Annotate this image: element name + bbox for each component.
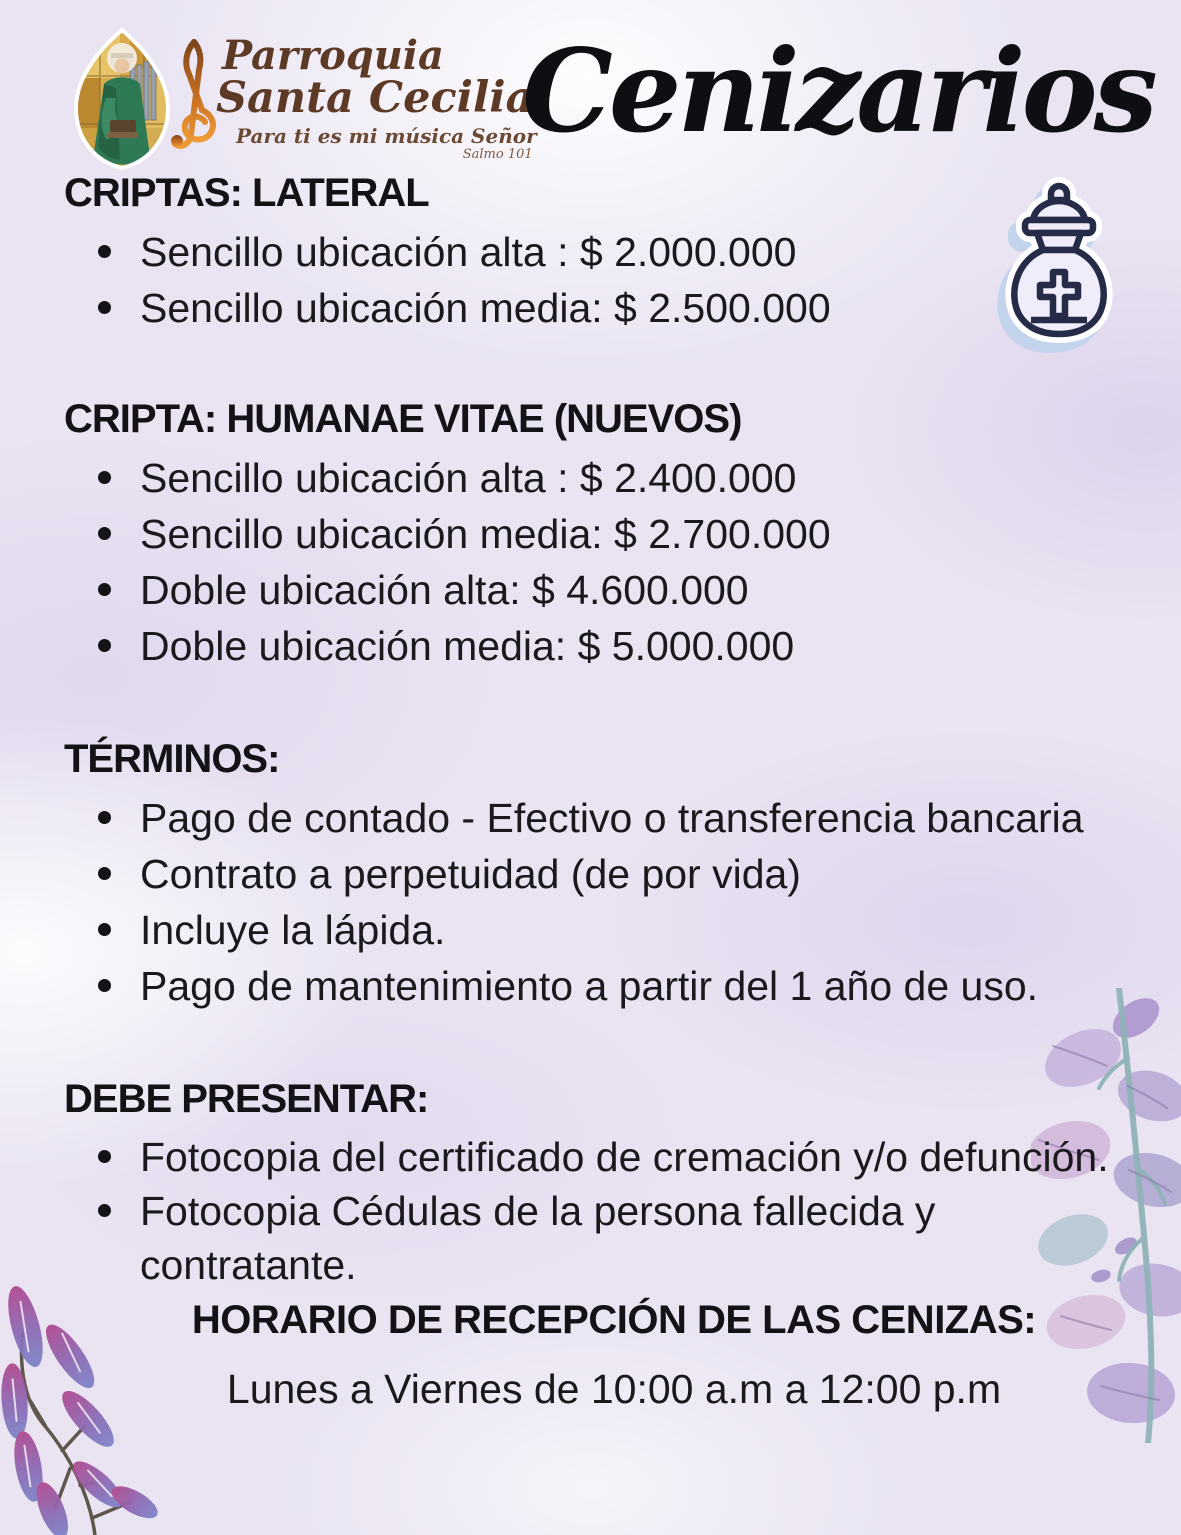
stained-glass-santa-cecilia-icon (70, 28, 174, 170)
content (64, 171, 1164, 1412)
schedule-text: Lunes a Viernes de 10:00 a.m a 12:00 p.m (226, 1366, 1002, 1412)
parish-psalm: Salmo 101 (462, 147, 533, 162)
bullet-dot (98, 1150, 111, 1163)
list-item-text: Incluye la lápida. (140, 907, 446, 953)
list-item (64, 506, 1164, 562)
list-item (64, 846, 1164, 902)
price-list (64, 450, 1164, 674)
list-item (64, 790, 1140, 846)
requirements-list (64, 1130, 1164, 1292)
list-item (64, 1130, 1140, 1184)
treble-clef-icon (164, 36, 222, 158)
price-list (64, 224, 1164, 336)
bullet-dot (98, 1204, 111, 1217)
bullet-dot (98, 811, 111, 824)
terms-list (64, 790, 1164, 1014)
section-criptas-lateral (64, 171, 1164, 336)
bullet-dot (98, 583, 111, 596)
parish-name-line2: Santa Cecilia (216, 73, 534, 123)
list-item-text: Doble ubicación alta: $ 4.600.000 (140, 567, 749, 613)
list-item (64, 902, 1164, 958)
bullet-dot (98, 867, 111, 880)
bullet-dot (98, 527, 111, 540)
list-item-text: Sencillo ubicación media: $ 2.700.000 (140, 511, 831, 557)
bullet-dot (98, 923, 111, 936)
list-item-text: Pago de mantenimiento a partir del 1 año de uso. (140, 963, 1039, 1009)
list-item (64, 958, 1164, 1014)
list-item-text: Contrato a perpetuidad (de por vida) (140, 851, 801, 897)
list-item-text: Fotocopia del certificado de cremación y/o defunción. (140, 1134, 1109, 1180)
section-heading: TÉRMINOS: (64, 737, 280, 781)
section-terminos (64, 737, 1164, 1014)
list-item-text: Pago de contado - Efectivo o transferencia bancaria (140, 795, 1084, 841)
section-heading: CRIPTA: HUMANAE VITAE (NUEVOS) (64, 397, 742, 441)
list-item (64, 280, 1164, 336)
bullet-dot (98, 979, 111, 992)
bullet-dot (98, 639, 111, 652)
list-item (64, 450, 1164, 506)
bullet-dot (98, 471, 111, 484)
list-item-text: Sencillo ubicación alta : $ 2.000.000 (140, 229, 797, 275)
list-item (64, 562, 1164, 618)
section-heading: CRIPTAS: LATERAL (64, 171, 429, 215)
bullet-dot (98, 245, 111, 258)
list-item-text: Sencillo ubicación alta : $ 2.400.000 (140, 455, 797, 501)
list-item-text: Doble ubicación media: $ 5.000.000 (140, 623, 795, 669)
footer (64, 1298, 1164, 1412)
list-item (64, 618, 1164, 674)
list-item (64, 224, 1164, 280)
parish-logo-text (216, 32, 537, 162)
header (0, 0, 1181, 185)
section-debe-presentar (64, 1077, 1164, 1292)
page-title: Cenizarios (522, 24, 1154, 158)
section-cripta-humanae-vitae (64, 397, 1164, 674)
parish-tagline: Para ti es mi música Señor (236, 124, 537, 148)
list-item (64, 1184, 1140, 1292)
list-item-text: Fotocopia Cédulas de la persona fallecida y contratante. (140, 1188, 936, 1288)
parish-name-line1: Parroquia (222, 32, 444, 79)
list-item-text: Sencillo ubicación media: $ 2.500.000 (140, 285, 831, 331)
schedule-heading: HORARIO DE RECEPCIÓN DE LAS CENIZAS: (191, 1298, 1037, 1342)
section-heading: DEBE PRESENTAR: (64, 1077, 429, 1121)
bullet-dot (98, 301, 111, 314)
